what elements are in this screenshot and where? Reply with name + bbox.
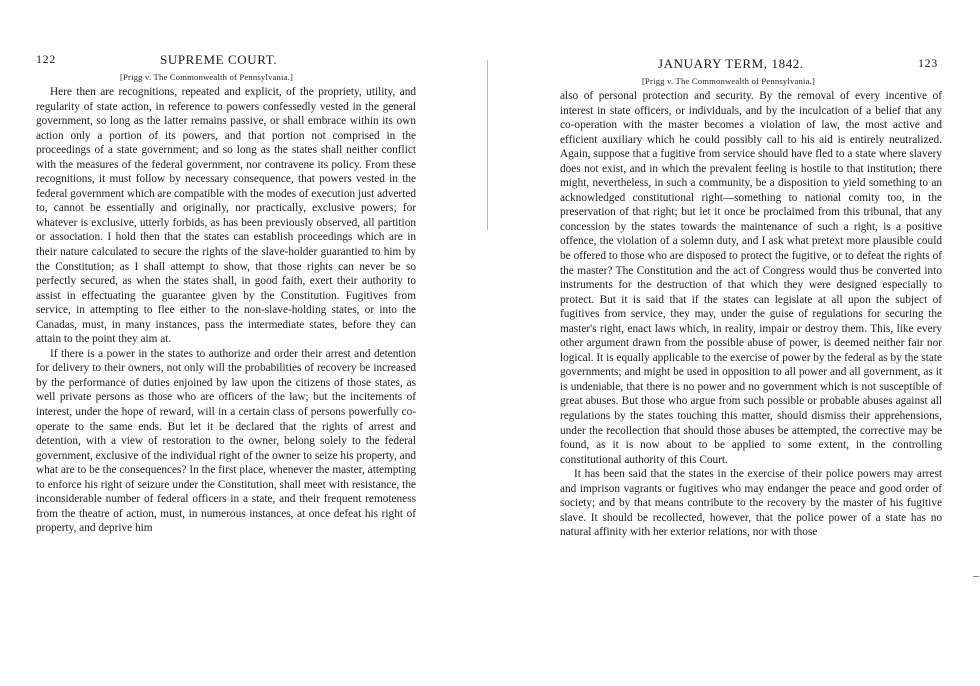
left-paragraph-2-text: If there is a power in the states to authorize and order their arrest and detention for delivery to their owners, not only will the probabilities of recovery be increased by the performance of duties enjoined by law upon the citizens of those states, as well private persons as those who are officers of the law; but the incitements of interest, under the hope of reward, will in a certain class of persons powerfully co-operate to the same ends. But let it be declared that the rights of arrest and detention, with a view of restoration to the owner, belong solely to the federal government, exclusive of the individual right of the owner to seize his property, and what are to be the consequences? In the first place, whenever the master, attempting to enforce his right of seizure under the Constitution, shall meet with resistance, the inconsiderable number of federal officers in a state, and their frequent remoteness from the theatre of action, must, in numerous instances, at once defeat his right of property, and deprive him bbox=[36, 347, 416, 535]
left-page bbox=[0, 0, 488, 686]
right-paragraph bbox=[560, 467, 942, 540]
left-paragraph bbox=[36, 85, 416, 347]
left-paragraph-1-text: Here then are recognitions, repeated and explicit, of the propriety, utility, and regularity of state action, in reference to powers confessedly vested in the general government, so long as the latter remains passive, or shall embrace within its own action only a portion of its powers, and that portion not comprised in the proceedings of a state government; and so long as the states shall neither conflict with the measures of the federal government, nor contravene its policy. From these recognitions, it must follow by necessary consequence, that powers vested in the federal government which are compatible with the modes of execution just adverted to, cannot be essentially and originally, nor practically, exclusive powers; for whatever is exclusive, utterly forbids, as has been previously observed, all partition or association. I hold then that the states can establish proceedings which are in their nature calculated to secure the rights of the slave-holder guarantied to him by the Constitution; as I shall attempt to show, that those rights can never be so perfectly secured, as when the states shall, in good faith, exert their authority to assist in effectuating the guarantee given by the Constitution. Fugitives from service, in attempting to flee either to the non-slave-holding states, or into the Canadas, must, in many instances, pass the intermediate states, before they can attain to the point they aim at. bbox=[36, 86, 416, 346]
right-page bbox=[490, 0, 980, 686]
margin-mark bbox=[973, 576, 979, 577]
left-paragraph bbox=[36, 347, 416, 536]
left-body-text bbox=[36, 85, 416, 536]
right-page-number: 123 bbox=[918, 56, 938, 70]
right-running-title: JANUARY TERM, 1842. bbox=[658, 56, 804, 71]
left-page-header bbox=[36, 52, 488, 68]
right-case-caption: [Prigg v. The Commonwealth of Pennsylvania.] bbox=[642, 76, 816, 86]
gutter-divider bbox=[487, 60, 488, 230]
right-paragraph bbox=[560, 89, 942, 467]
left-running-title: SUPREME COURT. bbox=[160, 52, 278, 67]
right-paragraph-2-text: It has been said that the states in the exercise of their police powers may arrest and imprison vagrants or fugitives who may endanger the peace and good order of society; and by that means contribute to the recovery by the master of his fugitive slave. It should be recollected, however, that the police power of a state has no natural affinity with her exterior relations, nor with those bbox=[560, 468, 942, 539]
right-paragraph-1-text: also of personal protection and security. By the removal of every incentive of interest in state officers, or individuals, and by the inculcation of a belief that any co-operation with the master becomes a violation of law, the most active and efficient auxiliary which he could possibly call to his aid is entirely neutralized. Again, suppose that a fugitive from service should have fled to a state where slavery does not exist, and in which the prevalent feeling is hostile to that institution; there might, nevertheless, in such a community, be a disposition to yield something to an acknowledged constitutional right—something to national comity too, in the preservation of that right; but let it once be proclaimed from this tribunal, that any concession by the states towards the maintenance of such a right, is a positive offence, the violation of a solemn duty, and I ask what pretext more plausible could be offered to those who are disposed to protect the fugitive, or to defeat the rights of the master? The Constitution and the act of Congress would thus be converted into instruments for the destruction of that which they were designed especially to protect. But it is said that if the states can legislate at all upon the subject of fugitives from service, they may, under the guise of regulations for securing the master's right, enact laws which, in reality, impair or destroy them. This, like every other argument drawn from the possible abuse of power, is deemed neither fair nor logical. It is equally applicable to the exercise of power by the federal as by the state governments; and might be used in opposition to all power and all government, as it is undeniable, that there is no power and no government which is not susceptible of great abuses. But those who argue from such possible or probable abuses against all regulations by the states touching this matter, should dismiss their apprehensions, under the recollection that should those abuses be attempted, the corrective may be found, as it is now about to be applied to some extent, in the controlling constitutional authority of this Court. bbox=[560, 90, 942, 466]
right-body-text bbox=[560, 89, 942, 540]
left-page-number: 122 bbox=[36, 52, 56, 66]
right-page-header bbox=[560, 56, 980, 72]
left-case-caption: [Prigg v. The Commonwealth of Pennsylvania.] bbox=[120, 72, 294, 82]
